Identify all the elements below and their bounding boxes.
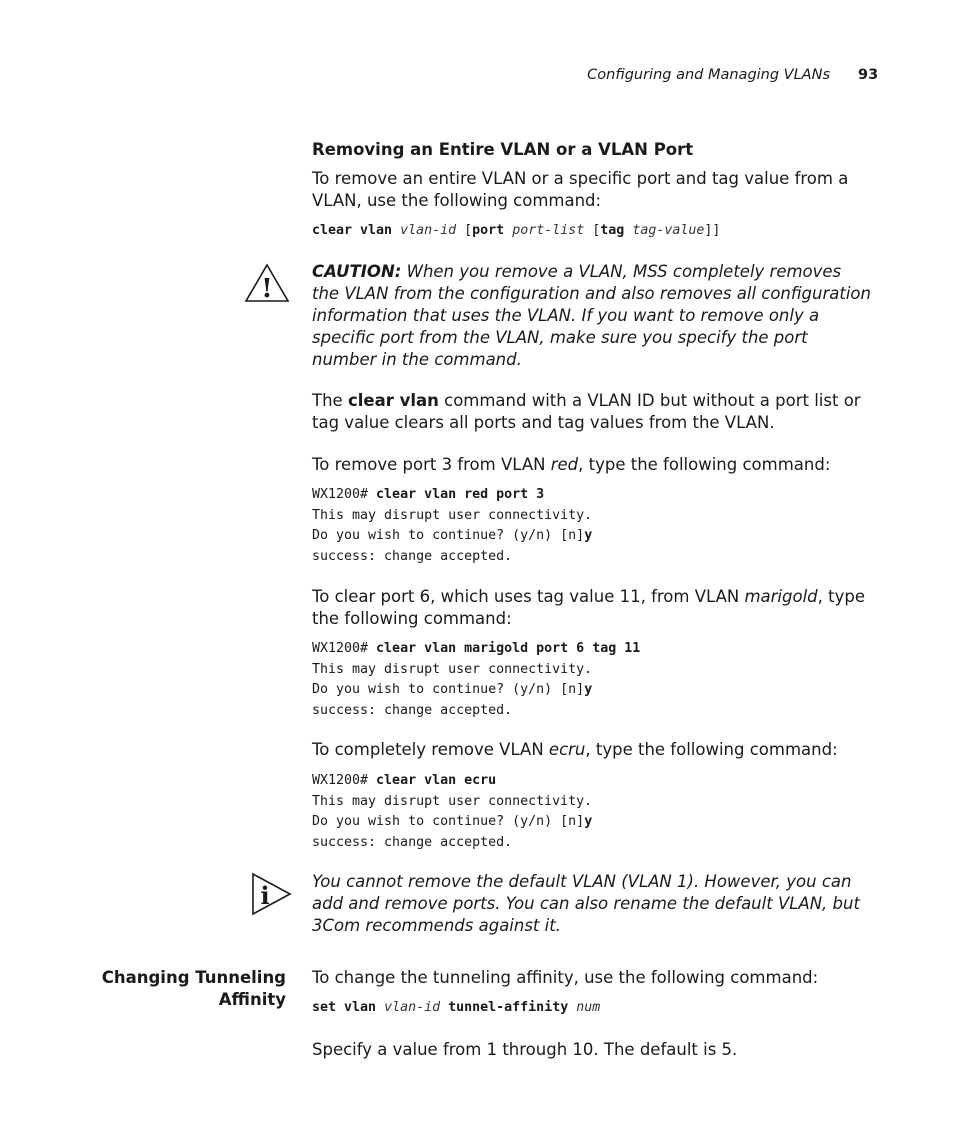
caution-note: CAUTION: When you remove a VLAN, MSS completely removes the VLAN from the configuration and also removes all configuration information that uses the VLAN. If you want to remove only a specific port from the VLAN, make sure you specify the port number in the command. xyxy=(312,262,871,369)
syntax-clear-vlan: clear vlan vlan-id [port port-list [tag tag-value]] xyxy=(312,223,721,238)
svg-text:!: ! xyxy=(261,274,273,304)
section-heading: Removing an Entire VLAN or a VLAN Port xyxy=(312,140,694,159)
running-header-title: Configuring and Managing VLANs xyxy=(587,67,830,83)
svg-text:i: i xyxy=(260,881,270,910)
intro-paragraph: To remove an entire VLAN or a specific port and tag value from a VLAN, use the following command: xyxy=(312,169,849,210)
tunneling-intro: To change the tunneling affinity, use the following command: xyxy=(312,968,819,987)
syntax-set-vlan: set vlan vlan-id tunnel-affinity num xyxy=(312,1000,601,1015)
page-number: 93 xyxy=(858,67,879,83)
example3-lead: To completely remove VLAN ecru, type the following command: xyxy=(312,740,838,759)
side-heading-tunneling-affinity: Changing Tunneling Affinity xyxy=(101,968,286,1009)
tunneling-closing: Specify a value from 1 through 10. The default is 5. xyxy=(312,1040,738,1059)
clear-vlan-paragraph: The clear vlan command with a VLAN ID but without a port list or tag value clears all ports and tag values from the VLAN. xyxy=(312,391,861,432)
example3-output: WX1200# clear vlan ecru This may disrupt user connectivity. Do you wish to continue? (y/n) [n]y success: change accepted. xyxy=(312,773,593,850)
example2-lead: To clear port 6, which uses tag value 11, from VLAN marigold, type the following command: xyxy=(312,587,865,628)
caution-icon xyxy=(243,262,291,304)
info-icon xyxy=(250,871,294,917)
example2-output: WX1200# clear vlan marigold port 6 tag 11 This may disrupt user connectivity. Do you wish to continue? (y/n) [n]y success: change accepted. xyxy=(312,641,641,718)
info-note: You cannot remove the default VLAN (VLAN 1). However, you can add and remove ports. You can also rename the default VLAN, but 3Com recommends against it. xyxy=(312,872,860,935)
example1-lead: To remove port 3 from VLAN red, type the following command: xyxy=(312,455,831,474)
example1-output: WX1200# clear vlan red port 3 This may disrupt user connectivity. Do you wish to continue? (y/n) [n]y success: change accepted. xyxy=(312,487,593,564)
